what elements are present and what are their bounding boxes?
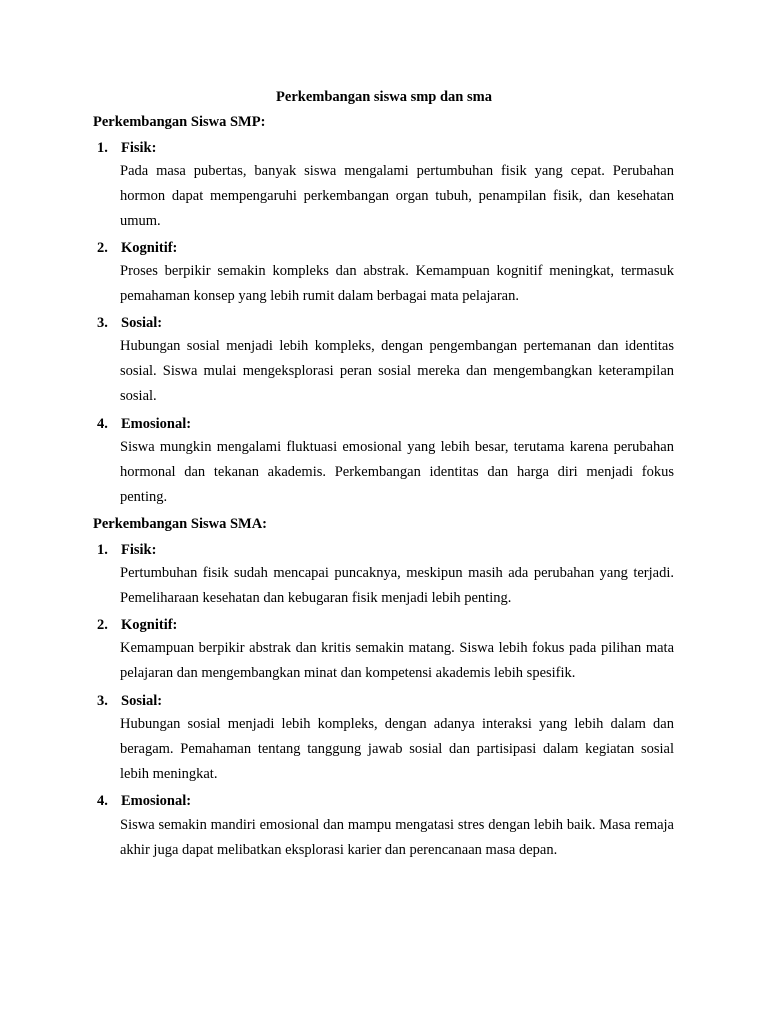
document-title: Perkembangan siswa smp dan sma xyxy=(276,89,492,105)
list-number: 4. xyxy=(97,793,108,809)
item-title: Kognitif: xyxy=(121,617,178,633)
item-title: Sosial: xyxy=(121,693,163,709)
sma-item-3-text: Hubungan sosial menjadi lebih kompleks, dengan adanya interaksi yang lebih dalam dan beragam. Pemahaman tentang tanggung jawab sosial dan partisipasi dalam kegiatan sosial lebih meningkat. xyxy=(120,716,674,783)
list-number: 2. xyxy=(97,617,108,633)
item-title: Sosial: xyxy=(121,315,163,331)
smp-item-3-text: Hubungan sosial menjadi lebih kompleks, dengan pengembangan pertemanan dan identitas sosial. Siswa mulai mengeksplorasi peran sosial mereka dan mengembangkan keterampilan sosial. xyxy=(120,338,674,405)
smp-item-2-heading xyxy=(97,239,177,257)
item-title: Emosional: xyxy=(121,416,192,432)
smp-item-3-heading xyxy=(97,314,162,332)
sma-item-2-heading xyxy=(97,616,177,634)
sma-item-1-heading xyxy=(97,541,156,559)
sma-item-4-text: Siswa semakin mandiri emosional dan mampu mengatasi stres dengan lebih baik. Masa remaja akhir juga dapat melibatkan eksplorasi karier dan perencanaan masa depan. xyxy=(120,817,674,859)
smp-item-4-text: Siswa mungkin mengalami fluktuasi emosional yang lebih besar, terutama karena perubahan hormonal dan tekanan akademis. Perkembangan identitas dan harga diri menjadi fokus penting. xyxy=(120,439,674,506)
item-title: Emosional: xyxy=(121,793,192,809)
list-number: 2. xyxy=(97,240,108,256)
item-title: Kognitif: xyxy=(121,240,178,256)
section-heading-sma: Perkembangan Siswa SMA: xyxy=(93,516,268,532)
smp-item-1-text: Pada masa pubertas, banyak siswa mengalami pertumbuhan fisik yang cepat. Perubahan hormon dapat mempengaruhi perkembangan organ tubuh, penampilan fisik, dan kesehatan umum. xyxy=(120,163,674,230)
sma-item-3-heading xyxy=(97,692,162,710)
smp-item-4-heading xyxy=(97,415,191,433)
list-number: 1. xyxy=(97,542,108,558)
list-number: 3. xyxy=(97,315,108,331)
sma-item-1-text: Pertumbuhan fisik sudah mencapai puncaknya, meskipun masih ada perubahan yang terjadi. Pemeliharaan kesehatan dan kebugaran fisik menjadi lebih penting. xyxy=(120,565,674,607)
smp-item-1-heading xyxy=(97,139,156,157)
sma-item-2-text: Kemampuan berpikir abstrak dan kritis semakin matang. Siswa lebih fokus pada pilihan mata pelajaran dan mengembangkan minat dan kompetensi akademis lebih spesifik. xyxy=(120,640,674,682)
list-number: 1. xyxy=(97,140,108,156)
list-number: 3. xyxy=(97,693,108,709)
item-title: Fisik: xyxy=(121,542,157,558)
smp-item-2-text: Proses berpikir semakin kompleks dan abstrak. Kemampuan kognitif meningkat, termasuk pemahaman konsep yang lebih rumit dalam berbagai mata pelajaran. xyxy=(120,263,674,305)
section-heading-smp: Perkembangan Siswa SMP: xyxy=(93,114,266,130)
sma-item-4-heading xyxy=(97,792,191,810)
list-number: 4. xyxy=(97,416,108,432)
item-title: Fisik: xyxy=(121,140,157,156)
